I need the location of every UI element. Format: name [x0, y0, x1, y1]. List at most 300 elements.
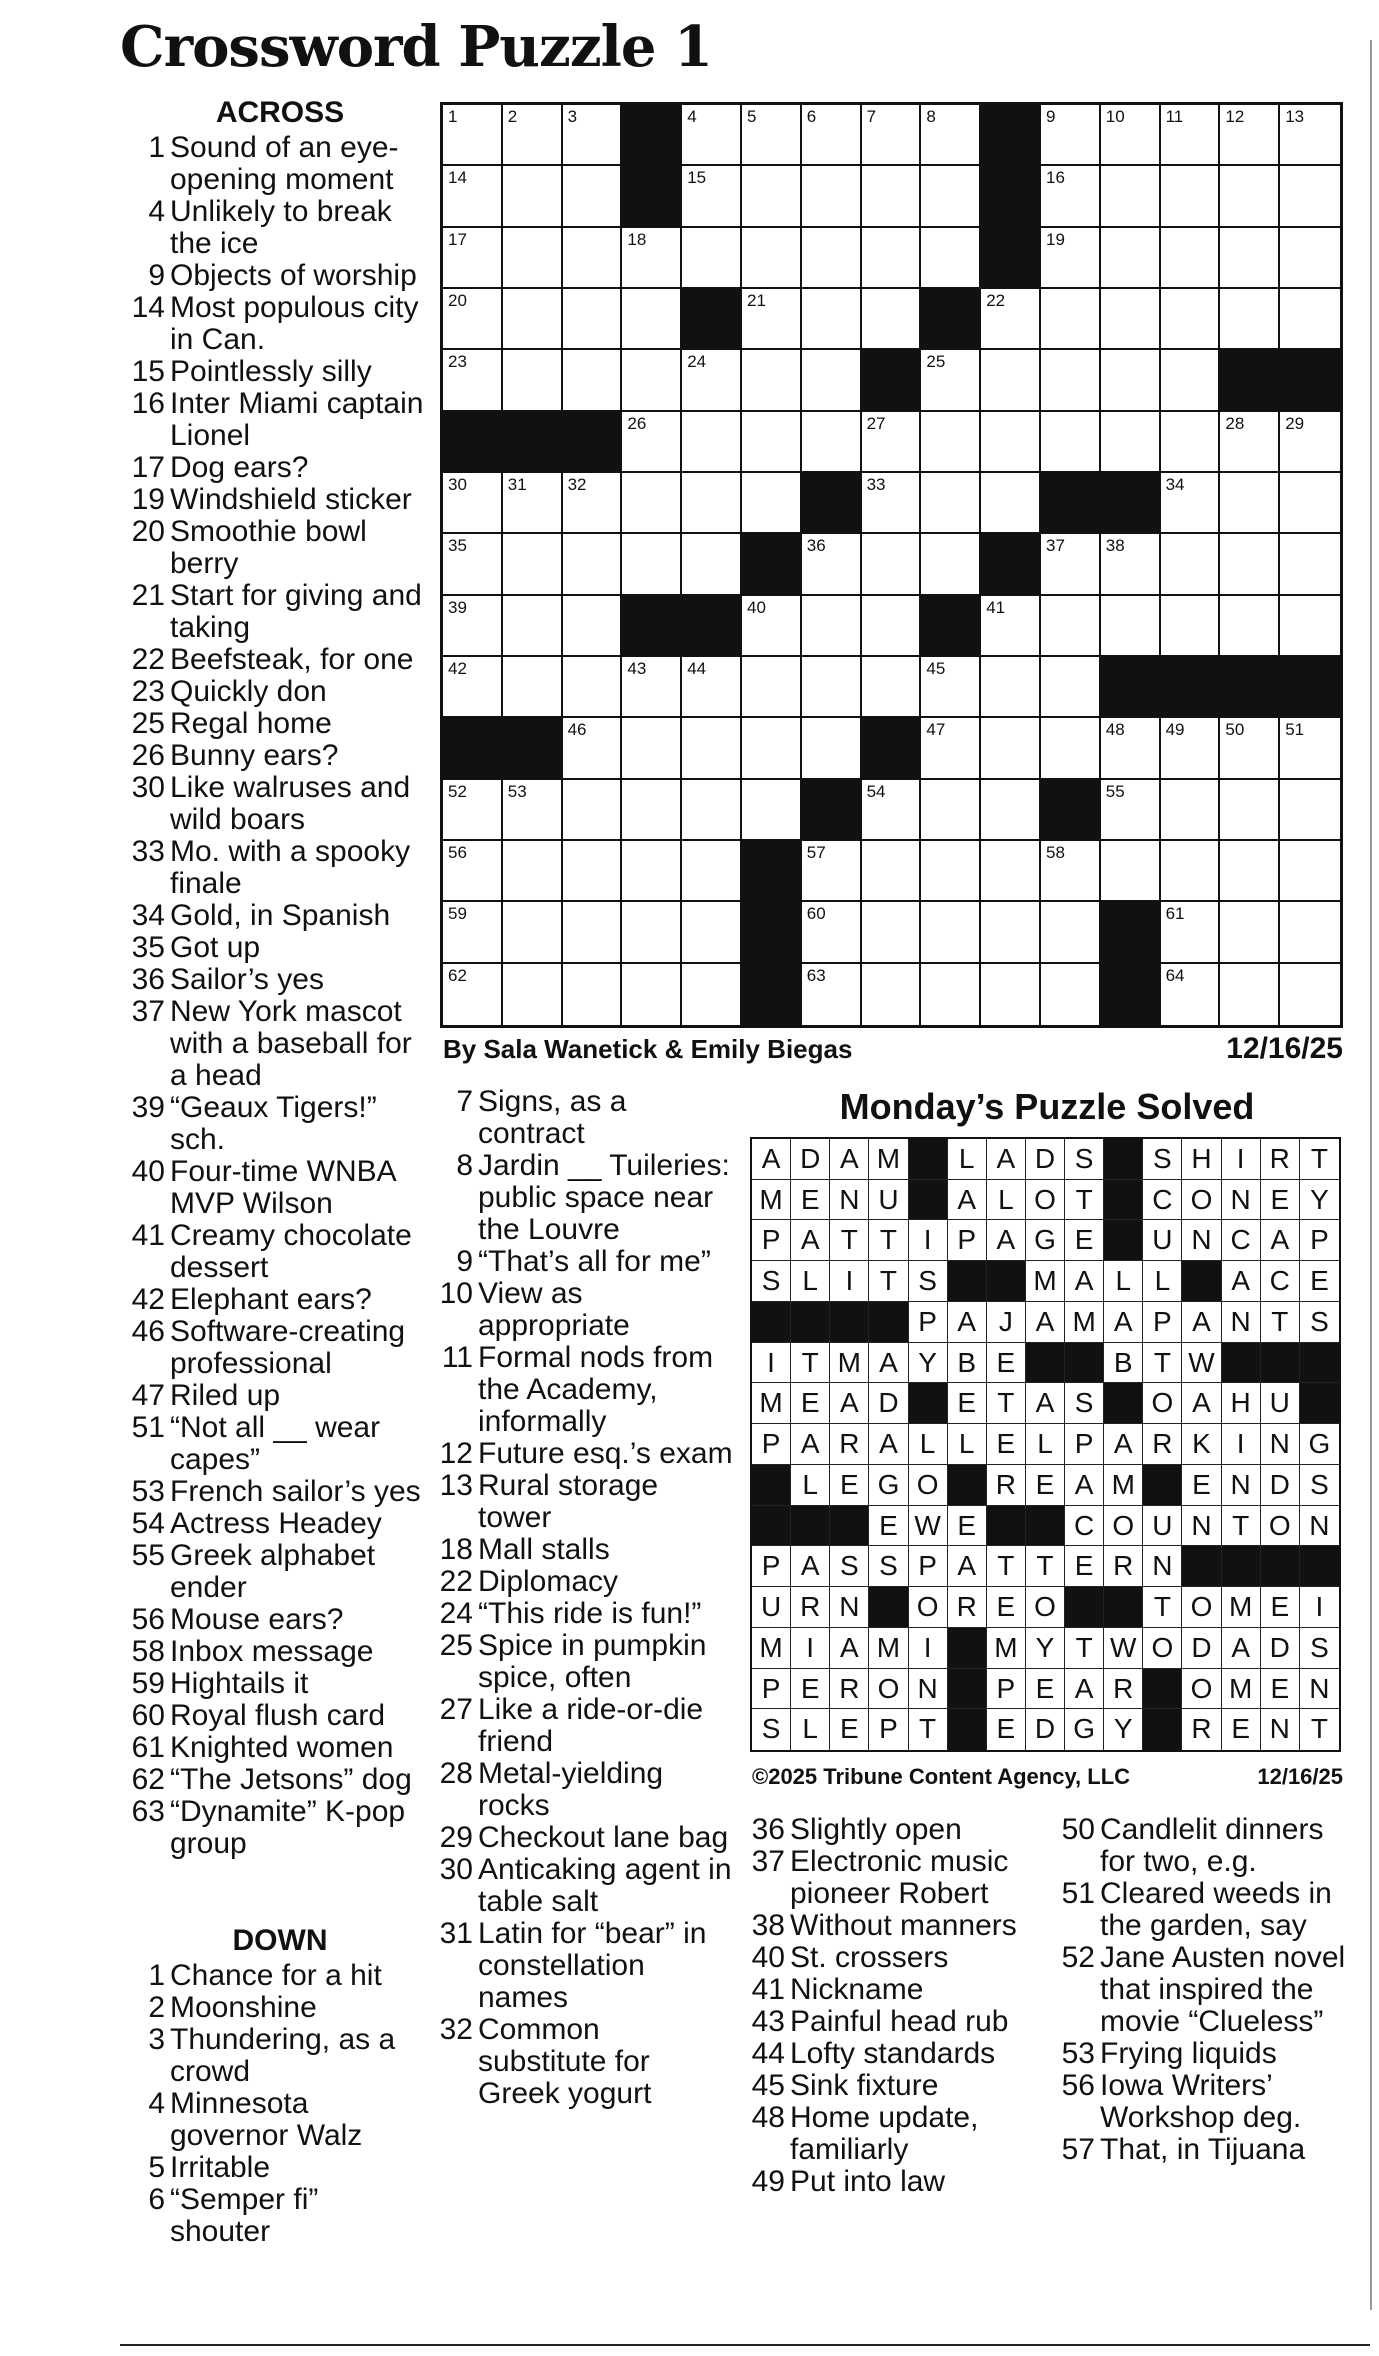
grid-cell[interactable] — [862, 964, 922, 1025]
solved-black-square — [752, 1506, 791, 1547]
grid-cell[interactable] — [622, 350, 682, 411]
grid-cell[interactable] — [622, 841, 682, 902]
grid-cell[interactable] — [862, 534, 922, 595]
solved-letter: L — [987, 1180, 1026, 1221]
grid-cell[interactable] — [1101, 412, 1161, 473]
grid-cell[interactable] — [443, 289, 503, 350]
bottom-rule — [120, 2344, 1370, 2346]
clue-number: 37 — [751, 1845, 785, 1878]
grid-cell[interactable] — [443, 350, 503, 411]
clue-text: Start for giving and taking — [170, 579, 422, 644]
grid-cell[interactable] — [1041, 718, 1101, 779]
solved-letter: A — [1026, 1383, 1065, 1424]
clue-number: 3 — [148, 2023, 165, 2056]
cell-number: 8 — [926, 107, 936, 126]
grid-cell[interactable] — [862, 166, 922, 227]
grid-cell[interactable] — [742, 350, 802, 411]
solved-letter: E — [830, 1709, 869, 1750]
grid-cell[interactable] — [622, 718, 682, 779]
grid-cell[interactable] — [1220, 166, 1280, 227]
grid-cell[interactable] — [802, 289, 862, 350]
black-square — [1280, 657, 1340, 718]
grid-cell[interactable] — [563, 105, 623, 166]
grid-cell[interactable] — [802, 657, 862, 718]
grid-cell[interactable] — [1280, 964, 1340, 1025]
grid-cell[interactable] — [981, 964, 1041, 1025]
solved-letter: A — [987, 1139, 1026, 1180]
grid-cell[interactable] — [443, 657, 503, 718]
grid-cell[interactable] — [981, 412, 1041, 473]
down-heading: DOWN — [232, 1924, 328, 1957]
grid-cell[interactable] — [1041, 841, 1101, 902]
grid-cell[interactable] — [862, 412, 922, 473]
grid-cell[interactable] — [563, 289, 623, 350]
solved-grid — [750, 1137, 1341, 1752]
cell-number: 37 — [1046, 536, 1065, 556]
clue-number: 55 — [131, 1539, 165, 1572]
clue-number: 10 — [439, 1277, 473, 1310]
grid-cell[interactable] — [1041, 228, 1101, 289]
grid-cell[interactable] — [862, 902, 922, 963]
grid-cell[interactable] — [503, 902, 563, 963]
grid-cell[interactable] — [1161, 718, 1221, 779]
solved-black-square — [830, 1302, 869, 1343]
solved-letter: Y — [909, 1343, 948, 1384]
solved-letter: L — [791, 1709, 830, 1750]
clue-item — [125, 2088, 425, 2152]
grid-cell[interactable] — [742, 473, 802, 534]
solved-black-square — [869, 1587, 908, 1628]
grid-cell[interactable] — [1280, 473, 1340, 534]
crossword-grid — [440, 102, 1343, 1028]
grid-cell[interactable] — [682, 902, 742, 963]
clue-number: 22 — [131, 643, 165, 676]
grid-cell[interactable] — [862, 780, 922, 841]
grid-cell[interactable] — [682, 473, 742, 534]
solved-letter: E — [830, 1465, 869, 1506]
grid-cell[interactable] — [622, 412, 682, 473]
grid-cell[interactable] — [1041, 657, 1101, 718]
solved-letter: I — [1222, 1424, 1261, 1465]
solved-black-square — [1104, 1383, 1143, 1424]
clue-item — [125, 1700, 425, 1732]
grid-cell[interactable] — [1280, 412, 1340, 473]
grid-cell[interactable] — [862, 473, 922, 534]
clue-text: Checkout lane bag — [478, 1821, 729, 1854]
grid-cell[interactable] — [622, 902, 682, 963]
solved-black-square — [1104, 1220, 1143, 1261]
grid-cell[interactable] — [981, 289, 1041, 350]
clue-number: 9 — [148, 259, 165, 292]
clue-item — [125, 708, 425, 740]
solved-letter: N — [1300, 1669, 1339, 1710]
clue-text: Diplomacy — [478, 1565, 619, 1598]
grid-cell[interactable] — [1101, 780, 1161, 841]
clue-number: 62 — [131, 1763, 165, 1796]
solved-letter: S — [752, 1709, 791, 1750]
grid-cell[interactable] — [503, 350, 563, 411]
clue-item — [125, 1284, 425, 1316]
grid-cell[interactable] — [1101, 534, 1161, 595]
grid-cell[interactable] — [503, 596, 563, 657]
grid-cell[interactable] — [1041, 105, 1101, 166]
grid-cell[interactable] — [1161, 780, 1221, 841]
grid-cell[interactable] — [1220, 902, 1280, 963]
solved-letter: A — [869, 1424, 908, 1465]
grid-cell[interactable] — [1101, 350, 1161, 411]
grid-cell[interactable] — [682, 350, 742, 411]
grid-cell[interactable] — [1280, 534, 1340, 595]
grid-cell[interactable] — [1220, 718, 1280, 779]
grid-cell[interactable] — [1161, 228, 1221, 289]
grid-cell[interactable] — [503, 166, 563, 227]
grid-cell[interactable] — [802, 228, 862, 289]
down-clues-column-3 — [745, 1814, 1065, 2198]
clue-number: 9 — [456, 1245, 473, 1278]
solved-letter: L — [791, 1465, 830, 1506]
grid-cell[interactable] — [563, 350, 623, 411]
grid-cell[interactable] — [862, 289, 922, 350]
solved-letter: P — [869, 1709, 908, 1750]
grid-cell[interactable] — [1220, 412, 1280, 473]
solved-letter: L — [948, 1139, 987, 1180]
solved-letter: E — [791, 1180, 830, 1221]
grid-cell[interactable] — [563, 718, 623, 779]
grid-cell[interactable] — [682, 841, 742, 902]
grid-cell[interactable] — [981, 718, 1041, 779]
grid-cell[interactable] — [921, 166, 981, 227]
grid-cell[interactable] — [1101, 841, 1161, 902]
grid-cell[interactable] — [682, 105, 742, 166]
grid-cell[interactable] — [1220, 289, 1280, 350]
grid-cell[interactable] — [862, 596, 922, 657]
grid-cell[interactable] — [1280, 841, 1340, 902]
grid-cell[interactable] — [802, 412, 862, 473]
grid-cell[interactable] — [981, 780, 1041, 841]
grid-cell[interactable] — [742, 596, 802, 657]
solved-letter: R — [948, 1587, 987, 1628]
solved-letter: L — [948, 1424, 987, 1465]
grid-cell[interactable] — [622, 228, 682, 289]
clue-item — [125, 1668, 425, 1700]
down-clues-column-2 — [433, 1086, 733, 2110]
grid-cell[interactable] — [921, 350, 981, 411]
grid-cell[interactable] — [921, 105, 981, 166]
grid-cell[interactable] — [503, 289, 563, 350]
grid-cell[interactable] — [1280, 228, 1340, 289]
grid-cell[interactable] — [742, 412, 802, 473]
clue-item — [125, 1220, 425, 1284]
clue-number: 33 — [131, 835, 165, 868]
solved-letter: S — [830, 1546, 869, 1587]
grid-cell[interactable] — [563, 964, 623, 1025]
grid-cell[interactable] — [742, 166, 802, 227]
clue-text: View as appropriate — [478, 1277, 630, 1342]
solved-black-square — [752, 1465, 791, 1506]
cell-number: 7 — [866, 107, 877, 126]
solved-letter: M — [1104, 1465, 1143, 1506]
grid-cell[interactable] — [563, 780, 623, 841]
solved-letter: T — [1143, 1343, 1182, 1384]
grid-cell[interactable] — [1220, 841, 1280, 902]
grid-cell[interactable] — [1161, 412, 1221, 473]
grid-cell[interactable] — [622, 473, 682, 534]
grid-cell[interactable] — [921, 473, 981, 534]
grid-cell[interactable] — [1280, 902, 1340, 963]
solved-letter: I — [830, 1261, 869, 1302]
grid-cell[interactable] — [622, 780, 682, 841]
grid-cell[interactable] — [1101, 105, 1161, 166]
grid-cell[interactable] — [503, 964, 563, 1025]
clue-item — [745, 1846, 1065, 1910]
grid-cell[interactable] — [1041, 289, 1101, 350]
grid-cell[interactable] — [742, 780, 802, 841]
grid-cell[interactable] — [742, 657, 802, 718]
grid-cell[interactable] — [563, 166, 623, 227]
solved-black-square — [1065, 1587, 1104, 1628]
solved-letter: E — [1065, 1546, 1104, 1587]
grid-cell[interactable] — [1041, 964, 1101, 1025]
grid-cell[interactable] — [503, 105, 563, 166]
down-clues-column-1 — [125, 1924, 425, 2248]
grid-cell[interactable] — [1280, 166, 1340, 227]
grid-cell[interactable] — [921, 718, 981, 779]
grid-cell[interactable] — [1220, 780, 1280, 841]
clue-item — [125, 292, 425, 356]
grid-cell[interactable] — [503, 228, 563, 289]
grid-cell[interactable] — [503, 534, 563, 595]
grid-cell[interactable] — [1101, 289, 1161, 350]
clue-item — [1055, 1878, 1365, 1942]
grid-cell[interactable] — [1101, 166, 1161, 227]
grid-cell[interactable] — [443, 166, 503, 227]
grid-cell[interactable] — [1101, 596, 1161, 657]
grid-cell[interactable] — [503, 780, 563, 841]
clue-item — [433, 1246, 733, 1278]
grid-cell[interactable] — [802, 166, 862, 227]
grid-cell[interactable] — [1041, 166, 1101, 227]
grid-cell[interactable] — [563, 596, 623, 657]
grid-cell[interactable] — [862, 228, 922, 289]
grid-cell[interactable] — [1041, 902, 1101, 963]
black-square — [862, 350, 922, 411]
solved-letter: U — [1261, 1383, 1300, 1424]
clue-item — [433, 1822, 733, 1854]
grid-cell[interactable] — [1041, 534, 1101, 595]
grid-cell[interactable] — [1220, 473, 1280, 534]
grid-cell[interactable] — [981, 350, 1041, 411]
grid-cell[interactable] — [682, 780, 742, 841]
black-square — [802, 780, 862, 841]
grid-cell[interactable] — [802, 841, 862, 902]
grid-cell[interactable] — [1280, 105, 1340, 166]
grid-cell[interactable] — [682, 657, 742, 718]
solved-letter: T — [1300, 1139, 1339, 1180]
grid-cell[interactable] — [981, 473, 1041, 534]
solved-letter: P — [1300, 1220, 1339, 1261]
clue-item — [433, 1342, 733, 1438]
cell-number: 32 — [567, 475, 587, 494]
solved-letter: E — [1261, 1180, 1300, 1221]
solved-black-square — [752, 1302, 791, 1343]
grid-cell[interactable] — [1161, 902, 1221, 963]
grid-cell[interactable] — [802, 964, 862, 1025]
grid-cell[interactable] — [682, 534, 742, 595]
grid-cell[interactable] — [563, 902, 623, 963]
grid-cell[interactable] — [1041, 596, 1101, 657]
grid-cell[interactable] — [742, 105, 802, 166]
grid-cell[interactable] — [802, 902, 862, 963]
grid-cell[interactable] — [1161, 350, 1221, 411]
grid-cell[interactable] — [503, 473, 563, 534]
grid-cell[interactable] — [503, 657, 563, 718]
grid-cell[interactable] — [1041, 412, 1101, 473]
grid-cell[interactable] — [682, 964, 742, 1025]
grid-cell[interactable] — [682, 412, 742, 473]
grid-cell[interactable] — [1161, 534, 1221, 595]
grid-cell[interactable] — [981, 902, 1041, 963]
clue-number: 23 — [131, 675, 165, 708]
cell-number: 55 — [1105, 781, 1125, 801]
solved-letter: A — [869, 1343, 908, 1384]
solved-letter: E — [1065, 1220, 1104, 1261]
solved-letter: P — [948, 1220, 987, 1261]
grid-cell[interactable] — [1161, 105, 1221, 166]
grid-cell[interactable] — [682, 228, 742, 289]
clue-number: 45 — [751, 2069, 785, 2102]
grid-cell[interactable] — [862, 105, 922, 166]
grid-cell[interactable] — [921, 780, 981, 841]
grid-cell[interactable] — [921, 902, 981, 963]
solved-black-square — [1222, 1546, 1261, 1587]
cell-number: 64 — [1165, 965, 1185, 985]
clue-item — [125, 1604, 425, 1636]
grid-cell[interactable] — [802, 350, 862, 411]
grid-cell[interactable] — [921, 657, 981, 718]
clue-text: Metal-yielding rocks — [478, 1757, 664, 1822]
solved-letter: T — [1143, 1587, 1182, 1628]
grid-cell[interactable] — [443, 596, 503, 657]
grid-cell[interactable] — [622, 534, 682, 595]
clue-text: Gold, in Spanish — [170, 899, 391, 932]
grid-cell[interactable] — [802, 105, 862, 166]
grid-cell[interactable] — [921, 841, 981, 902]
grid-cell[interactable] — [1220, 534, 1280, 595]
black-square — [443, 412, 503, 473]
grid-cell[interactable] — [742, 289, 802, 350]
grid-cell[interactable] — [622, 964, 682, 1025]
grid-cell[interactable] — [443, 534, 503, 595]
grid-cell[interactable] — [862, 841, 922, 902]
clue-number: 7 — [456, 1085, 473, 1118]
grid-cell[interactable] — [1101, 718, 1161, 779]
grid-cell[interactable] — [981, 596, 1041, 657]
solved-letter: T — [1026, 1546, 1065, 1587]
clue-item — [125, 2024, 425, 2088]
solved-letter: D — [1026, 1139, 1065, 1180]
grid-cell[interactable] — [563, 657, 623, 718]
grid-cell[interactable] — [443, 473, 503, 534]
grid-cell[interactable] — [1280, 718, 1340, 779]
grid-cell[interactable] — [443, 228, 503, 289]
grid-cell[interactable] — [1280, 596, 1340, 657]
solved-letter: U — [752, 1587, 791, 1628]
grid-cell[interactable] — [443, 902, 503, 963]
grid-cell[interactable] — [802, 718, 862, 779]
grid-cell[interactable] — [1280, 289, 1340, 350]
solved-letter: A — [1182, 1302, 1221, 1343]
solved-letter: S — [909, 1261, 948, 1302]
grid-cell[interactable] — [921, 964, 981, 1025]
grid-cell[interactable] — [1220, 105, 1280, 166]
grid-cell[interactable] — [443, 780, 503, 841]
grid-cell[interactable] — [622, 657, 682, 718]
cell-number: 20 — [448, 291, 467, 310]
grid-cell[interactable] — [921, 534, 981, 595]
grid-cell[interactable] — [1161, 596, 1221, 657]
solved-letter: N — [1182, 1220, 1221, 1261]
black-square — [1161, 657, 1221, 718]
grid-cell[interactable] — [1220, 964, 1280, 1025]
grid-cell[interactable] — [563, 841, 623, 902]
grid-cell[interactable] — [1041, 350, 1101, 411]
grid-cell[interactable] — [622, 289, 682, 350]
cell-number: 12 — [1225, 107, 1245, 126]
grid-cell[interactable] — [1161, 473, 1221, 534]
clue-item — [125, 1992, 425, 2024]
grid-cell[interactable] — [862, 657, 922, 718]
grid-cell[interactable] — [742, 228, 802, 289]
grid-cell[interactable] — [563, 534, 623, 595]
grid-cell[interactable] — [921, 412, 981, 473]
grid-cell[interactable] — [1220, 596, 1280, 657]
grid-cell[interactable] — [503, 841, 563, 902]
grid-cell[interactable] — [443, 964, 503, 1025]
clue-number: 13 — [439, 1469, 473, 1502]
solved-black-square — [948, 1261, 987, 1302]
grid-cell[interactable] — [921, 228, 981, 289]
grid-cell[interactable] — [1280, 780, 1340, 841]
grid-cell[interactable] — [802, 596, 862, 657]
grid-cell[interactable] — [742, 718, 802, 779]
grid-cell[interactable] — [563, 473, 623, 534]
cell-number: 41 — [986, 597, 1006, 617]
grid-cell[interactable] — [1101, 228, 1161, 289]
grid-cell[interactable] — [1220, 228, 1280, 289]
grid-cell[interactable] — [981, 657, 1041, 718]
grid-cell[interactable] — [1161, 964, 1221, 1025]
solved-letter: O — [1143, 1628, 1182, 1669]
grid-cell[interactable] — [1161, 166, 1221, 227]
clue-text: “The Jetsons” dog — [170, 1763, 412, 1796]
clue-item — [125, 2184, 425, 2248]
solved-letter: O — [869, 1669, 908, 1710]
solved-letter: S — [1300, 1465, 1339, 1506]
grid-cell[interactable] — [802, 534, 862, 595]
clue-item — [125, 1540, 425, 1604]
solved-letter: L — [791, 1261, 830, 1302]
grid-cell[interactable] — [682, 718, 742, 779]
clue-number: 22 — [439, 1565, 473, 1598]
clue-text: Candlelit dinners for two, e.g. — [1100, 1813, 1324, 1878]
grid-cell[interactable] — [981, 841, 1041, 902]
grid-cell[interactable] — [682, 166, 742, 227]
grid-cell[interactable] — [1161, 289, 1221, 350]
grid-cell[interactable] — [443, 841, 503, 902]
grid-cell[interactable] — [443, 105, 503, 166]
grid-cell[interactable] — [1161, 841, 1221, 902]
grid-cell[interactable] — [563, 228, 623, 289]
